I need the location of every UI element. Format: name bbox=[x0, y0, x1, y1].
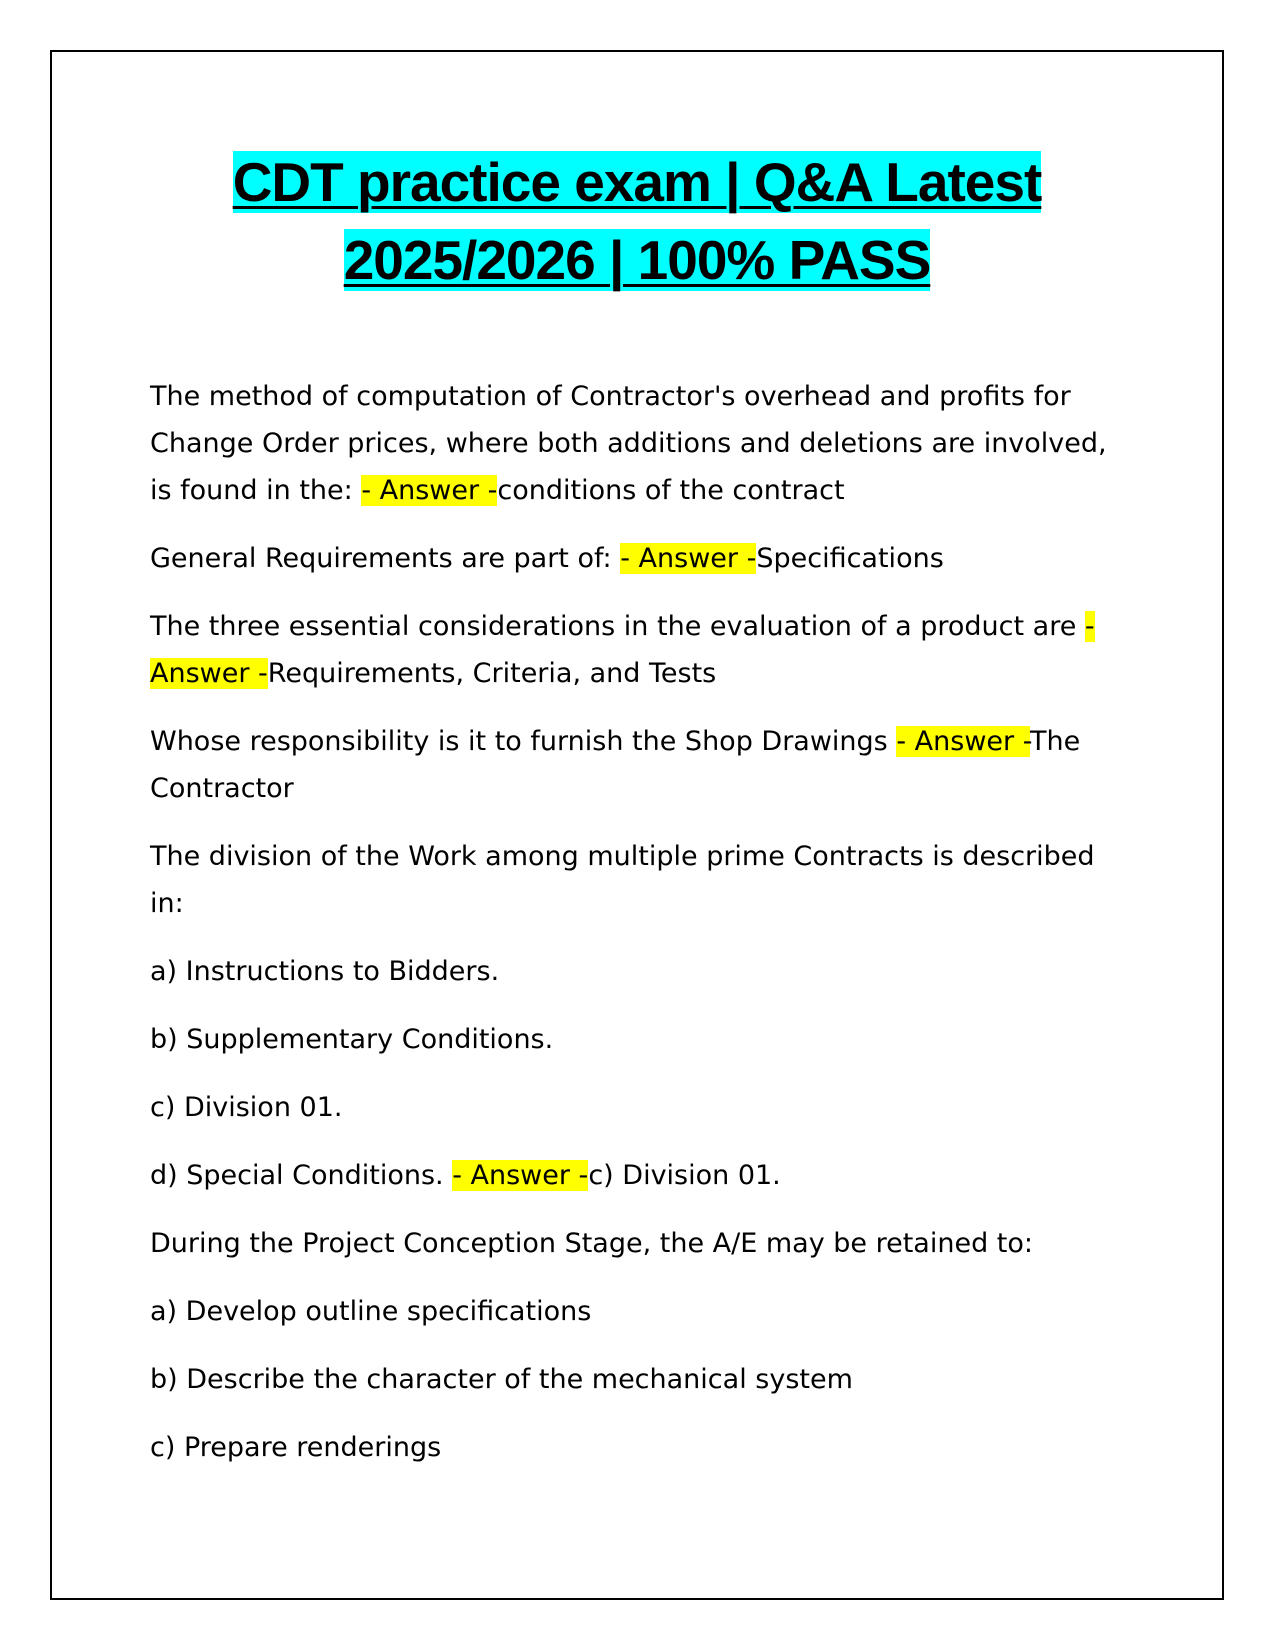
qa-item-2 bbox=[150, 535, 1110, 582]
qa-item-1 bbox=[150, 373, 1110, 514]
qa-item-5-question: The division of the Work among multiple prime Contracts is described in: bbox=[150, 841, 1095, 919]
option-text: d) Special Conditions. bbox=[150, 1160, 453, 1191]
qa-item-4 bbox=[150, 718, 1110, 812]
answer-text: conditions of the contract bbox=[497, 475, 845, 506]
answer-text: The Contractor bbox=[150, 726, 1081, 804]
qa-item-3 bbox=[150, 603, 1110, 697]
qa-item-5-option-b: b) Supplementary Conditions. bbox=[150, 1024, 554, 1055]
qa-item-5-option-d bbox=[150, 1152, 1110, 1199]
answer-text: c) Division 01. bbox=[588, 1160, 781, 1191]
title-line-2: 2025/2026 | 100% PASS bbox=[343, 229, 931, 291]
answer-marker: - Answer - bbox=[896, 726, 1030, 757]
title-line-1: CDT practice exam | Q&A Latest bbox=[232, 151, 1042, 213]
answer-marker: - Answer - bbox=[620, 543, 757, 574]
answer-text: Requirements, Criteria, and Tests bbox=[267, 658, 717, 689]
document-title bbox=[50, 143, 1224, 299]
answer-marker: - Answer - bbox=[150, 611, 1095, 689]
question-text: Whose responsibility is it to furnish the Shop Drawings bbox=[150, 726, 897, 757]
question-text: The method of computation of Contractor's overhead and profits for Change Order prices, where both additions and deletions are involved, is found in the: bbox=[150, 381, 1107, 506]
answer-text: Specifications bbox=[756, 543, 944, 574]
qa-content bbox=[150, 373, 1110, 1492]
answer-marker: - Answer - bbox=[361, 475, 498, 506]
qa-item-6-question: During the Project Conception Stage, the A/E may be retained to: bbox=[150, 1228, 1033, 1259]
qa-item-5-option-c: c) Division 01. bbox=[150, 1092, 343, 1123]
qa-item-6-option-a: a) Develop outline specifications bbox=[150, 1296, 592, 1327]
qa-item-6-option-c: c) Prepare renderings bbox=[150, 1432, 442, 1463]
answer-marker: - Answer - bbox=[452, 1160, 589, 1191]
qa-item-5-option-a: a) Instructions to Bidders. bbox=[150, 956, 500, 987]
qa-item-6-option-b: b) Describe the character of the mechanical system bbox=[150, 1364, 853, 1395]
question-text: General Requirements are part of: bbox=[150, 543, 621, 574]
question-text: The three essential considerations in the evaluation of a product are bbox=[150, 611, 1085, 642]
